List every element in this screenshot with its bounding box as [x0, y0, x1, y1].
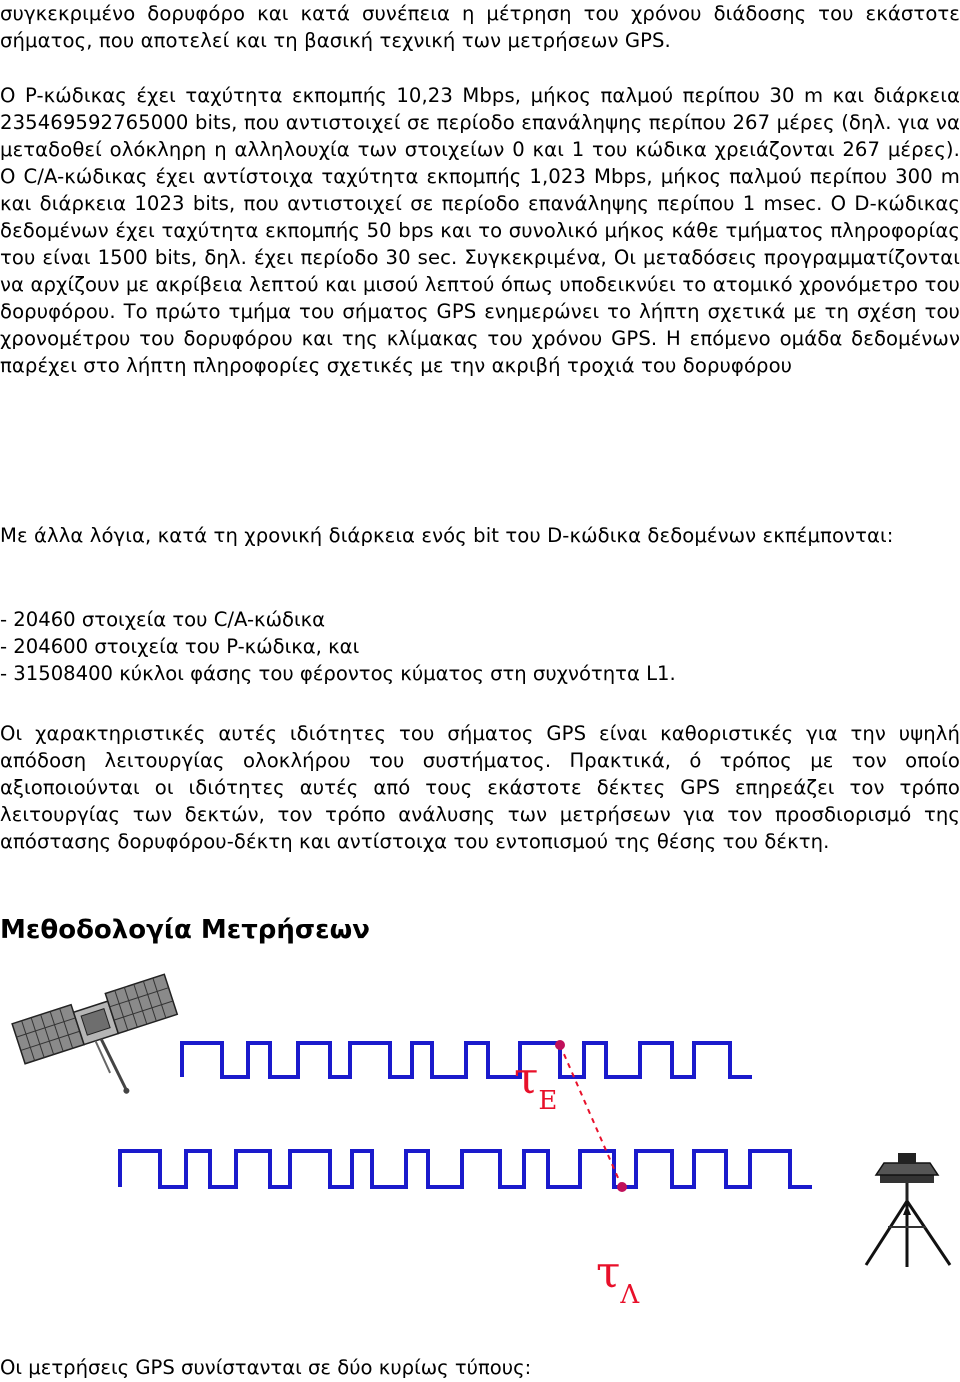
received-square-wave — [120, 1151, 812, 1187]
emission-list — [0, 606, 960, 687]
intro-paragraph — [0, 0, 960, 54]
codes-paragraph — [0, 82, 960, 379]
emit-point — [555, 1040, 565, 1050]
intro-text: συγκεκριμένο δορυφόρο και κατά συνέπεια η μέτρηση του χρόνου διάδοσης του εκάστοτε σήματος, που αποτελεί και τη βασική τεχνική των μετρήσεων GPS. — [0, 2, 960, 52]
receiver-tripod-icon — [866, 1153, 950, 1267]
recv-point — [617, 1182, 627, 1192]
list-item: - 31508400 κύκλοι φάσης του φέροντος κύματος στη συχνότητα L1. — [0, 662, 676, 685]
propagation-line — [560, 1045, 622, 1187]
characteristics-paragraph — [0, 720, 960, 855]
characteristics-text: Οι χαρακτηριστικές αυτές ιδιότητες του σήματος GPS είναι καθοριστικές για την υψηλή απόδοση λειτουργίας ολοκλήρου του συστήματος. Πρακτικά, ό τρόπος με τον οποίο αξιοποιούνται οι ιδιότητες αυτές από τους εκάστοτε δέκτες GPS επηρεάζει τον τρόπο λειτουργίας των δεκτών, τον τρόπο ανάλυσης των μετρήσεων για τον προσδιορισμό της απόστασης δορυφόρου-δέκτη και αντίστοιχα του εντοπισμού της θέσης του δέκτη. — [0, 722, 960, 853]
recv-label: $\tau_\Lambda$ — [596, 1247, 640, 1310]
bit-paragraph — [0, 522, 960, 549]
section-heading: Μεθοδολογία Μετρήσεων — [0, 915, 370, 945]
codes-text: Ο P-κώδικας έχει ταχύτητα εκπομπής 10,23 Mbps, μήκος παλμού περίπου 30 m και διάρκεια 235469592765000 bits, που αντιστοιχεί σε περίοδο επανάληψης περίπου 267 μέρες (δηλ. για να μεταδοθεί ολόκληρη η αλληλουχία των στοιχείων 0 και 1 του κώδικα χρειάζονται 267 μέρες). Ο C/A-κώδικας έχει αντίστοιχα ταχύτητα εκπομπής 1,023 Mbps, μήκος παλμού περίπου 300 m και διάρκεια 1023 bits, που αντιστοιχεί σε περίοδο επανάληψης περίπου 1 msec. Ο D-κώδικας δεδομένων έχει ταχύτητα εκπομπής 50 bps και το συνολικό μήκος κάθε τμήματος πληροφορίας του είναι 1500 bits, δηλ. έχει περίοδο 30 sec. Συγκεκριμένα, Οι μεταδόσεις προγραμματίζονται να αρχίζουν με ακρίβεια λεπτού και μισού λεπτού όπως υποδεικνύει το ατομικό χρονόμετρο του δορυφόρου. Το πρώτο τμήμα του σήματος GPS ενημερώνει το λήπτη σχετικά με τη σχέση του χρονομέτρου του δορυφόρου και της κλίμακας του χρόνου GPS. Η επόμενο ομάδα δεδομένων παρέχει στο λήπτη πληροφορίες σχετικές με την ακριβή τροχιά του δορυφόρου — [0, 84, 960, 377]
emitted-square-wave — [182, 1043, 752, 1077]
list-item: - 20460 στοιχεία του C/A-κώδικα — [0, 608, 326, 631]
emit-label: $\tau_E$ — [514, 1053, 558, 1116]
satellite-icon — [12, 974, 196, 1120]
figure-svg — [0, 965, 960, 1325]
measurement-figure — [0, 965, 960, 1325]
bit-text: Με άλλα λόγια, κατά τη χρονική διάρκεια ενός bit του D-κώδικα δεδομένων εκπέμπονται: — [0, 524, 894, 547]
list-item: - 204600 στοιχεία του P-κώδικα, και — [0, 635, 360, 658]
figure-caption: Οι μετρήσεις GPS συνίστανται σε δύο κυρίως τύπους: — [0, 1356, 532, 1379]
